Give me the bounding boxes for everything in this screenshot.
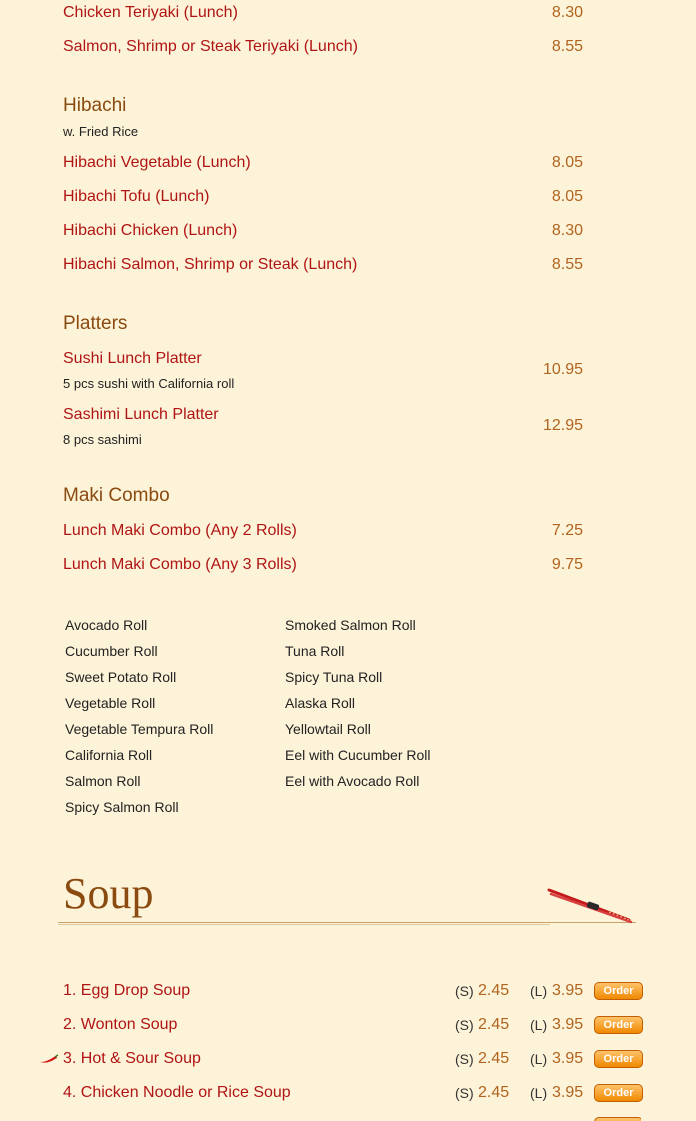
- platter-price: 10.95: [542, 361, 583, 378]
- item-price: 9.75: [551, 556, 583, 573]
- section-title: Soup: [63, 869, 154, 918]
- roll-option: Eel with Cucumber Roll: [285, 747, 431, 763]
- category-title: Hibachi: [63, 95, 127, 116]
- item-price: 8.55: [551, 38, 583, 55]
- price-small: 2.45: [478, 1050, 510, 1067]
- soup-row: [63, 982, 643, 1016]
- roll-option: Eel with Avocado Roll: [285, 773, 420, 789]
- soup-name: 2. Wonton Soup: [63, 1016, 178, 1033]
- price-small: 2.45: [478, 982, 510, 999]
- size-label-small: (S): [455, 1051, 474, 1067]
- size-label-small: (S): [455, 1085, 474, 1101]
- price-small: 2.45: [478, 1084, 510, 1101]
- size-label-large: (L): [530, 983, 548, 999]
- chili-pepper-icon: [39, 1054, 59, 1064]
- item-name: Lunch Maki Combo (Any 2 Rolls): [63, 522, 297, 539]
- price-large: 3.95: [552, 1016, 584, 1033]
- category-subtitle: w. Fried Rice: [63, 124, 139, 139]
- roll-option: Alaska Roll: [285, 695, 356, 711]
- order-button[interactable]: Order: [594, 1016, 643, 1034]
- menu-item: [63, 154, 583, 188]
- item-price: 8.30: [551, 4, 583, 21]
- order-button[interactable]: Order: [594, 1050, 643, 1068]
- size-label-large: (L): [530, 1051, 548, 1067]
- platter-description: 8 pcs sashimi: [63, 432, 142, 447]
- item-name: Lunch Maki Combo (Any 3 Rolls): [63, 556, 297, 573]
- item-name: Hibachi Salmon, Shrimp or Steak (Lunch): [63, 256, 358, 273]
- price-large: 3.95: [552, 1084, 584, 1101]
- roll-option: Spicy Tuna Roll: [285, 669, 383, 685]
- roll-option: Sweet Potato Roll: [65, 669, 177, 685]
- category-title: Platters: [63, 313, 128, 334]
- chopsticks-icon: [547, 884, 633, 924]
- item-price: 7.25: [551, 522, 583, 539]
- size-label-large: (L): [530, 1017, 548, 1033]
- section-divider: [58, 924, 550, 925]
- order-button[interactable]: Order: [594, 1084, 643, 1102]
- size-label-small: (S): [455, 1017, 474, 1033]
- category-title: Maki Combo: [63, 485, 170, 506]
- item-name: Salmon, Shrimp or Steak Teriyaki (Lunch): [63, 38, 358, 55]
- soup-name: 4. Chicken Noodle or Rice Soup: [63, 1084, 291, 1101]
- item-price: 8.05: [551, 188, 583, 205]
- size-label-large: (L): [530, 1085, 548, 1101]
- roll-option: Vegetable Tempura Roll: [65, 721, 214, 737]
- roll-option: Vegetable Roll: [65, 695, 156, 711]
- menu-item: [63, 222, 583, 256]
- item-name: Chicken Teriyaki (Lunch): [63, 4, 238, 21]
- platter-description: 5 pcs sushi with California roll: [63, 376, 235, 391]
- menu-item: [63, 256, 583, 290]
- menu-item: [63, 522, 583, 556]
- item-price: 8.30: [551, 222, 583, 239]
- roll-option: Salmon Roll: [65, 773, 141, 789]
- item-price: 8.05: [551, 154, 583, 171]
- roll-option: Smoked Salmon Roll: [285, 617, 416, 633]
- platter-name: Sushi Lunch Platter: [63, 350, 202, 367]
- soup-row: [63, 1050, 643, 1084]
- platter-price: 12.95: [542, 417, 583, 434]
- item-name: Hibachi Chicken (Lunch): [63, 222, 238, 239]
- menu-item: [63, 556, 583, 590]
- menu-item: [63, 188, 583, 222]
- item-name: Hibachi Vegetable (Lunch): [63, 154, 251, 171]
- platter-name: Sashimi Lunch Platter: [63, 406, 219, 423]
- roll-option: Tuna Roll: [285, 643, 345, 659]
- roll-option: Avocado Roll: [65, 617, 148, 633]
- menu-item: [63, 38, 583, 72]
- menu-item: [63, 4, 583, 38]
- soup-row: [63, 1084, 643, 1118]
- soup-row: [63, 1016, 643, 1050]
- order-button[interactable]: Order: [594, 982, 643, 1000]
- price-small: 2.45: [478, 1016, 510, 1033]
- item-price: 8.55: [551, 256, 583, 273]
- order-button-partial[interactable]: [594, 1117, 641, 1121]
- size-label-small: (S): [455, 983, 474, 999]
- item-name: Hibachi Tofu (Lunch): [63, 188, 210, 205]
- roll-option: Spicy Salmon Roll: [65, 799, 179, 815]
- roll-option: Cucumber Roll: [65, 643, 158, 659]
- price-large: 3.95: [552, 1050, 584, 1067]
- soup-name: 1. Egg Drop Soup: [63, 982, 191, 999]
- roll-option: Yellowtail Roll: [285, 721, 371, 737]
- roll-option: California Roll: [65, 747, 153, 763]
- soup-name: 3. Hot & Sour Soup: [63, 1050, 201, 1067]
- price-large: 3.95: [552, 982, 584, 999]
